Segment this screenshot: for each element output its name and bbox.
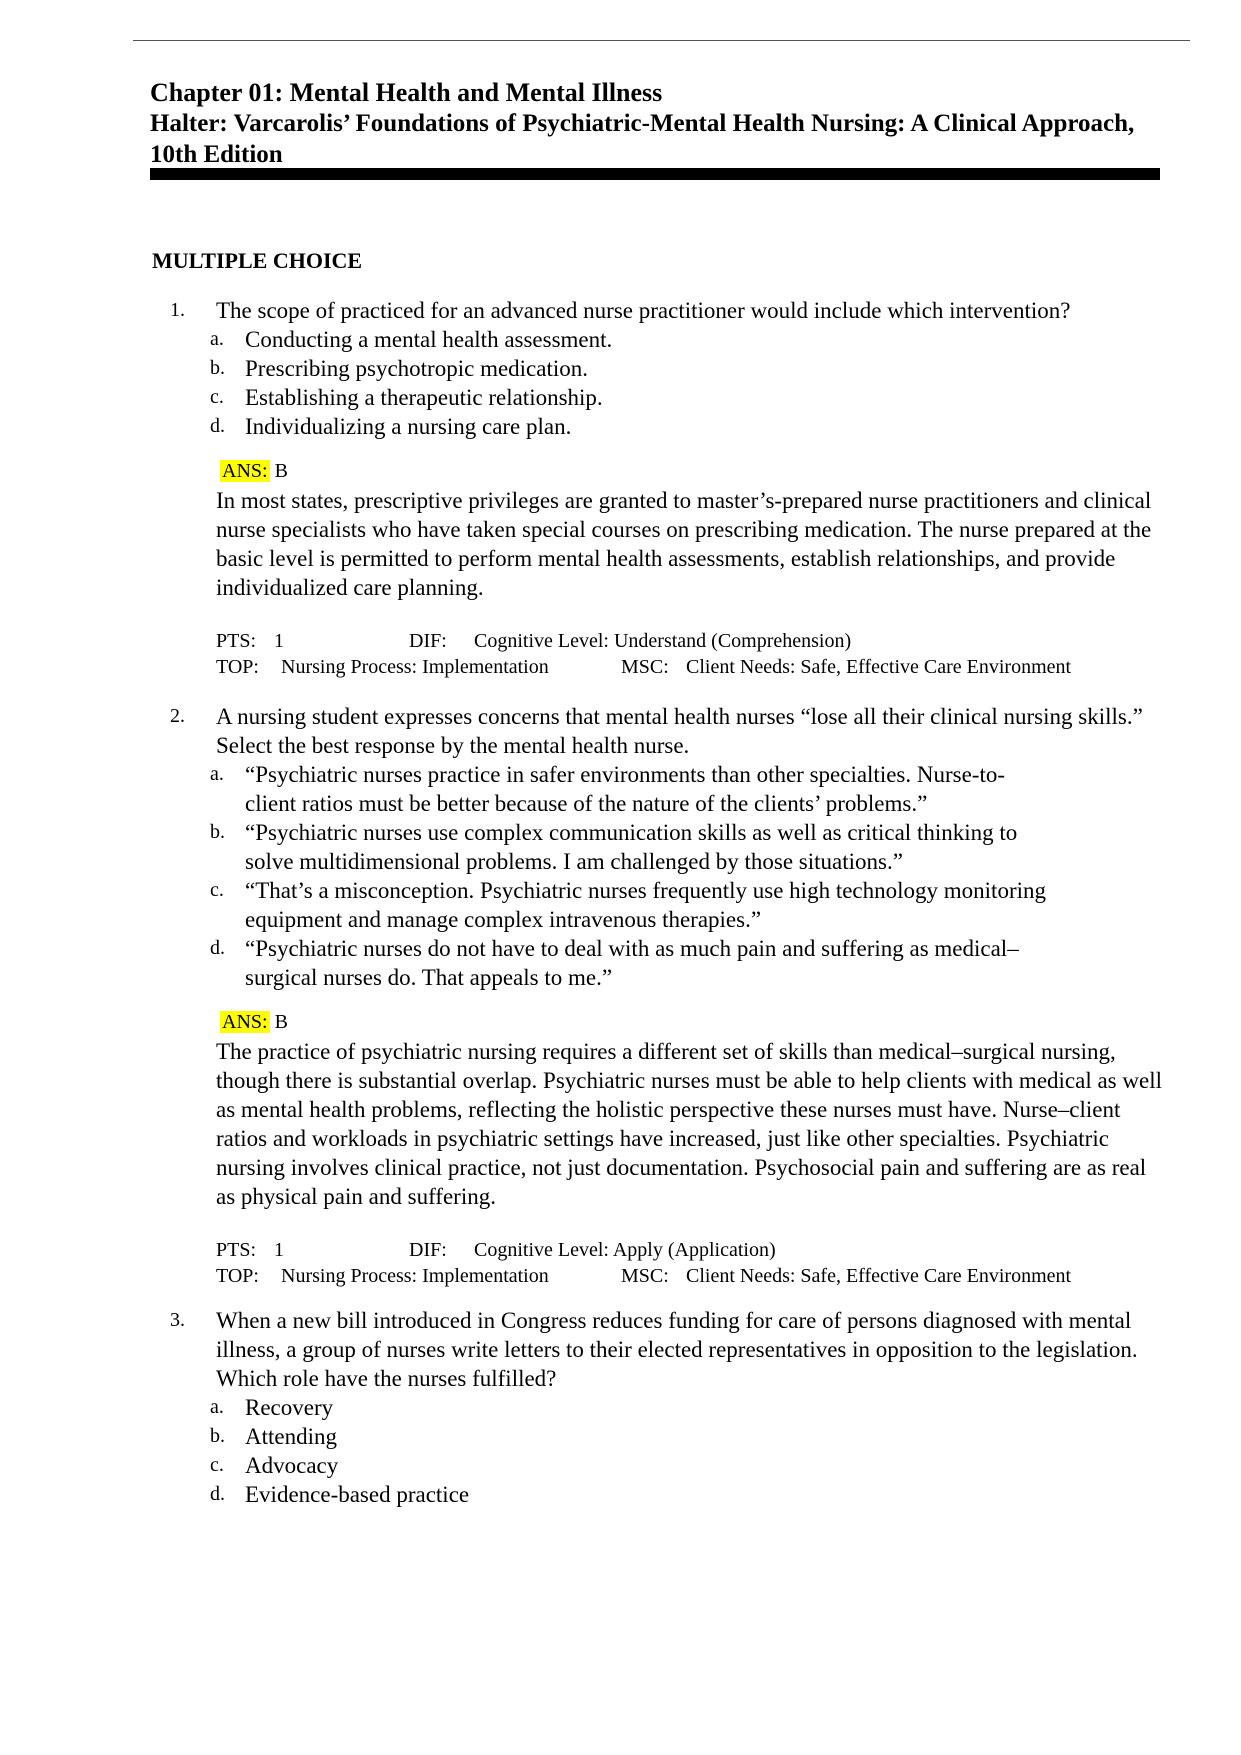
section-heading: MULTIPLE CHOICE <box>152 248 363 273</box>
rationale: The practice of psychiatric nursing requires a different set of skills than medical–surgical nursing, though there is substantial overlap. Psychiatric nurses must be able to help clients with medical as well as mental health problems, reflecting the holistic perspective these nurses must have. Nurse–client ratios and workloads in psychiatric settings have increased, just like other specialties. Psychiatric nursing involves clinical practice, not just documentation. Psychosocial pain and suffering are as real as physical pain and suffering. <box>216 1039 1162 1209</box>
msc-value: Client Needs: Safe, Effective Care Environment <box>686 1265 1072 1287</box>
chapter-title: Chapter 01: Mental Health and Mental Illness <box>150 78 663 107</box>
msc-value: Client Needs: Safe, Effective Care Environment <box>686 656 1072 678</box>
question-stem: A nursing student expresses concerns that mental health nurses “lose all their clinical nursing skills.” Select the best response by the mental health nurse. <box>216 704 1143 758</box>
option-letter: a. <box>210 763 224 785</box>
pts-label: PTS: <box>216 1239 257 1261</box>
answer-line <box>216 457 1170 486</box>
header-rule <box>150 168 1160 180</box>
pts-label: PTS: <box>216 630 257 652</box>
question-number: 2. <box>170 705 185 727</box>
option-text: “That’s a misconception. Psychiatric nurses frequently use high technology monitoring equipment and manage complex intravenous therapies.” <box>245 878 1046 932</box>
option-letter: a. <box>210 1396 224 1418</box>
dif-label: DIF: <box>409 1239 447 1261</box>
book-subtitle: Halter: Varcarolis’ Foundations of Psychiatric-Mental Health Nursing: A Clinical Approach, 10th Edition <box>150 110 1135 168</box>
option-text: Individualizing a nursing care plan. <box>245 414 572 439</box>
option-a <box>210 760 1050 818</box>
top-value: Nursing Process: Implementation <box>281 656 549 678</box>
option-text: Recovery <box>245 1395 334 1420</box>
option-c <box>210 383 1170 412</box>
option-text: Prescribing psychotropic medication. <box>245 356 589 381</box>
question-metadata <box>216 628 1170 680</box>
option-text: “Psychiatric nurses practice in safer environments than other specialties. Nurse-to-client ratios must be better because of the nature of the clients’ problems.” <box>245 762 1006 816</box>
question-1 <box>170 296 1170 680</box>
question-2 <box>170 702 1170 1289</box>
top-rule <box>133 40 1190 41</box>
top-label: TOP: <box>216 1265 259 1287</box>
option-text: Evidence-based practice <box>245 1482 470 1507</box>
top-label: TOP: <box>216 656 259 678</box>
option-list <box>210 325 1170 441</box>
pts-value: 1 <box>274 1239 284 1261</box>
option-text: Establishing a therapeutic relationship. <box>245 385 603 410</box>
option-letter: b. <box>210 821 225 843</box>
answer-label: ANS: <box>222 1011 268 1033</box>
pts-value: 1 <box>274 630 284 652</box>
top-value: Nursing Process: Implementation <box>281 1265 549 1287</box>
option-letter: d. <box>210 937 225 959</box>
answer-value: B <box>274 1011 288 1033</box>
question-number: 3. <box>170 1309 185 1331</box>
option-text: Advocacy <box>245 1453 339 1478</box>
question-3 <box>170 1306 1170 1509</box>
option-b <box>210 1422 1170 1451</box>
msc-label: MSC: <box>621 656 669 678</box>
option-letter: c. <box>210 386 224 408</box>
dif-value: Cognitive Level: Understand (Comprehension) <box>474 630 852 652</box>
answer-line <box>216 1008 1170 1037</box>
option-letter: c. <box>210 879 224 901</box>
question-number: 1. <box>170 299 185 321</box>
option-a <box>210 325 1170 354</box>
dif-label: DIF: <box>409 630 447 652</box>
option-letter: a. <box>210 328 224 350</box>
option-a <box>210 1393 1170 1422</box>
option-c <box>210 1451 1170 1480</box>
option-d <box>210 1480 1170 1509</box>
question-metadata <box>216 1237 1170 1289</box>
answer-label: ANS: <box>222 460 268 482</box>
option-d <box>210 412 1170 441</box>
option-letter: b. <box>210 357 225 379</box>
option-c <box>210 876 1050 934</box>
document-header <box>150 77 1160 170</box>
option-b <box>210 354 1170 383</box>
option-letter: c. <box>210 1454 224 1476</box>
option-text: Attending <box>245 1424 337 1449</box>
dif-value: Cognitive Level: Apply (Application) <box>474 1239 776 1261</box>
option-text: Conducting a mental health assessment. <box>245 327 613 352</box>
rationale: In most states, prescriptive privileges are granted to master’s-prepared nurse practitioners and clinical nurse specialists who have taken special courses on prescribing medication. The nurse prepared at the basic level is permitted to perform mental health assessments, establish relationships, and provide individualized care planning. <box>216 488 1152 600</box>
option-list <box>210 1393 1170 1509</box>
option-d <box>210 934 1050 992</box>
option-letter: b. <box>210 1425 225 1447</box>
answer-value: B <box>274 460 288 482</box>
msc-label: MSC: <box>621 1265 669 1287</box>
option-text: “Psychiatric nurses do not have to deal with as much pain and suffering as medical–surgical nurses do. That appeals to me.” <box>245 936 1019 990</box>
question-stem: The scope of practiced for an advanced nurse practitioner would include which intervention? <box>216 298 1071 323</box>
option-letter: d. <box>210 415 225 437</box>
option-text: “Psychiatric nurses use complex communication skills as well as critical thinking to solve multidimensional problems. I am challenged by those situations.” <box>245 820 1018 874</box>
question-stem: When a new bill introduced in Congress reduces funding for care of persons diagnosed with mental illness, a group of nurses write letters to their elected representatives in opposition to the legislation. Which role have the nurses fulfilled? <box>216 1308 1138 1391</box>
option-letter: d. <box>210 1483 225 1505</box>
option-b <box>210 818 1050 876</box>
option-list <box>210 760 1050 992</box>
